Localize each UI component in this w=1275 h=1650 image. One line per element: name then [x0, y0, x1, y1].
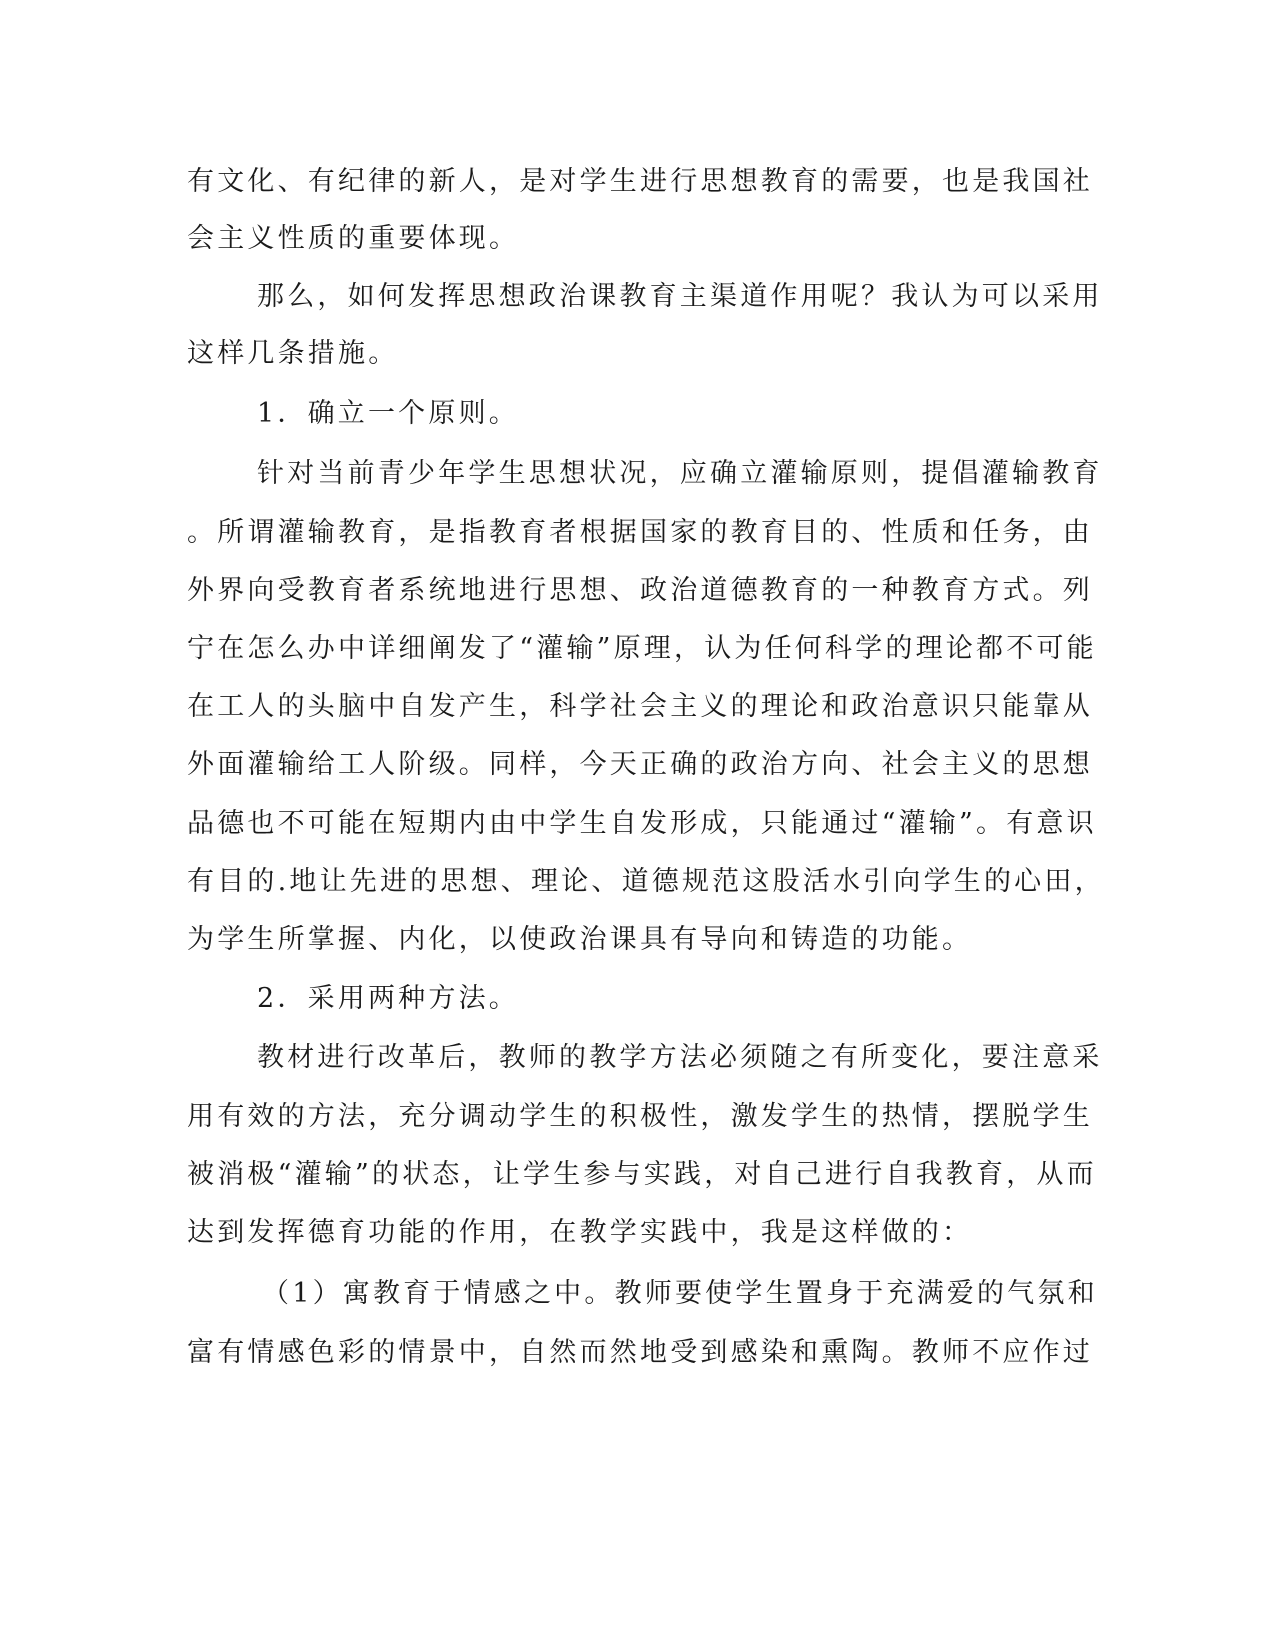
text-line: 外面灌输给工人阶级。同样，今天正确的政治方向、社会主义的思想	[187, 749, 1093, 780]
text-line: 外界向受教育者系统地进行思想、政治道德教育的一种教育方式。列	[187, 575, 1093, 606]
text-line: 会主义性质的重要体现。	[187, 223, 520, 254]
text-line: 在工人的头脑中自发产生，科学社会主义的理论和政治意识只能靠从	[187, 691, 1093, 722]
text-line: 富有情感色彩的情景中，自然而然地受到感染和熏陶。教师不应作过	[187, 1337, 1093, 1368]
text-line: 被消极“灌输”的状态，让学生参与实践，对自己进行自我教育，从而	[187, 1159, 1097, 1190]
text-line: 品德也不可能在短期内由中学生自发形成，只能通过“灌输”。有意识	[187, 808, 1097, 839]
paragraph-start: 那么，如何发挥思想政治课教育主渠道作用呢？我认为可以采用	[257, 281, 1103, 312]
text-line: 达到发挥德育功能的作用，在教学实践中，我是这样做的：	[187, 1217, 973, 1248]
section-heading: 2．采用两种方法。	[257, 983, 519, 1014]
subsection-heading: （1）寓教育于情感之中。教师要使学生置身于充满爱的气氛和	[262, 1278, 1098, 1309]
text-line: 这样几条措施。	[187, 338, 399, 369]
paragraph-start: 教材进行改革后，教师的教学方法必须随之有所变化，要注意采	[257, 1042, 1103, 1073]
text-line: 为学生所掌握、内化，以使政治课具有导向和铸造的功能。	[187, 924, 973, 955]
text-line: 用有效的方法，充分调动学生的积极性，激发学生的热情，摆脱学生	[187, 1101, 1093, 1132]
text-line: 有目的.地让先进的思想、理论、道德规范这股活水引向学生的心田，	[187, 866, 1105, 897]
paragraph-start: 针对当前青少年学生思想状况，应确立灌输原则，提倡灌输教育	[257, 458, 1103, 489]
text-line: 宁在怎么办中详细阐发了“灌输”原理，认为任何科学的理论都不可能	[187, 633, 1097, 664]
section-heading: 1．确立一个原则。	[257, 398, 519, 429]
text-line: 有文化、有纪律的新人，是对学生进行思想教育的需要，也是我国社	[187, 166, 1093, 197]
text-line: 。所谓灌输教育，是指教育者根据国家的教育目的、性质和任务，由	[187, 517, 1093, 548]
